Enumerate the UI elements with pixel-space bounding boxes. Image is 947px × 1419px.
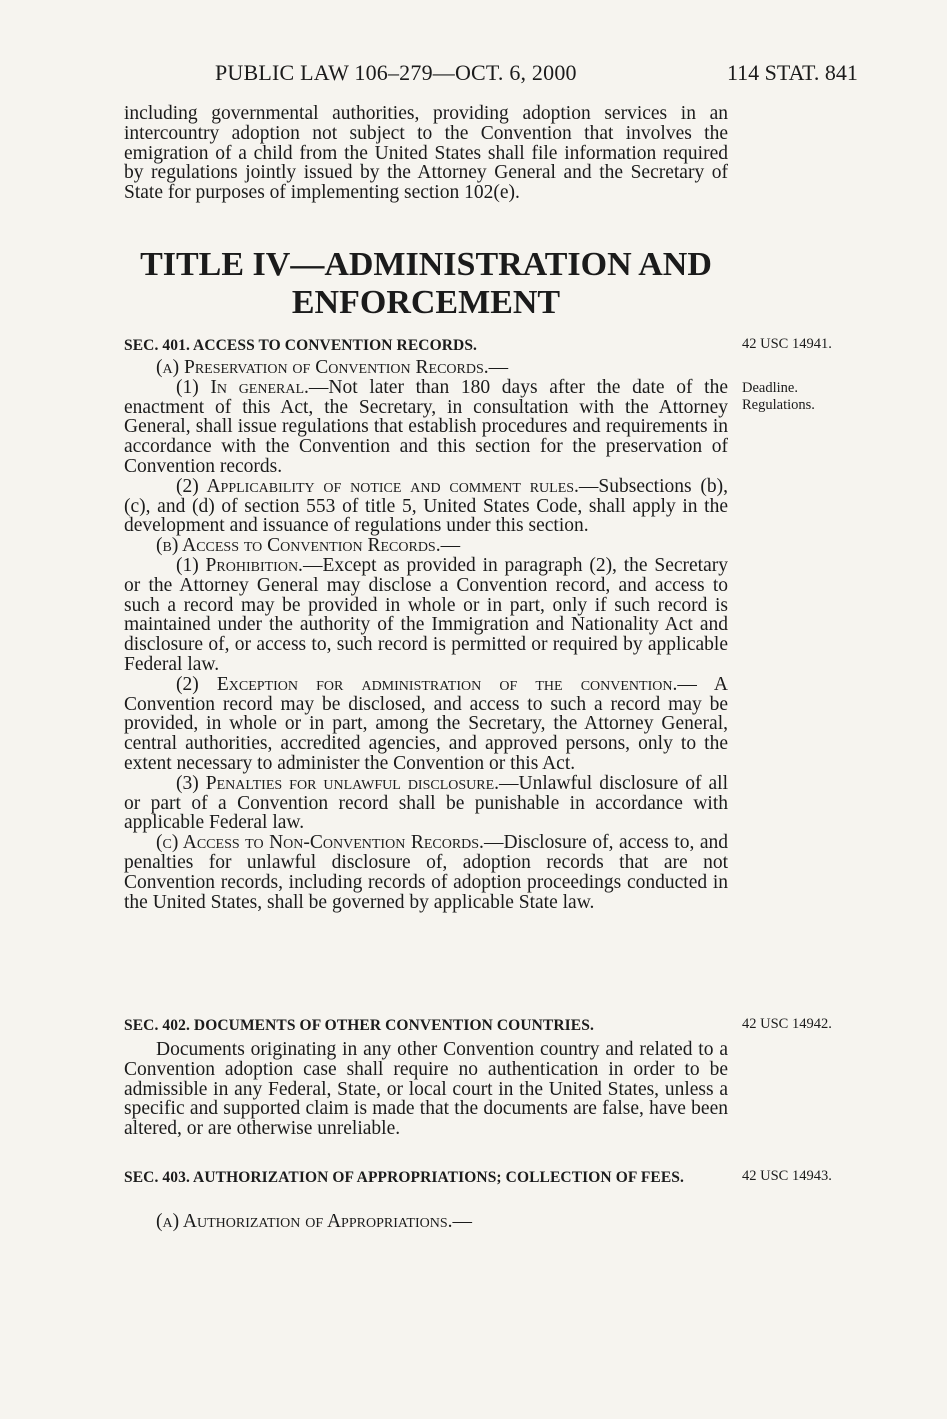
sec-401-b3: (3) Penalties for unlawful disclosure.—Unlawful disclosure of all or part of a Convention record shall be punishable in accordance with applicable Federal law. <box>124 772 728 834</box>
statute-page-reference: 114 STAT. 841 <box>727 60 858 85</box>
sec-403-body <box>124 1212 728 1232</box>
sec-401-a2: (2) Applicability of notice and comment rules.—Subsections (b), (c), and (d) of section 553 of title 5, United States Code, shall apply in the development and issuance of regulations under this section. <box>124 475 728 537</box>
title-line-1: TITLE IV—ADMINISTRATION AND <box>140 246 712 283</box>
sec-401-b-heading: (b) Access to Convention Records.— <box>156 535 461 557</box>
sec-401-c: (c) Access to Non-Convention Records.—Disclosure of, access to, and penalties for unlawful disclosure of, adoption records that are not Convention records, including records of adoption proceedings conducted in the United States, shall be governed by applicable State law. <box>124 832 728 913</box>
sec-402-usc-note: 42 USC 14942. <box>742 1016 832 1032</box>
running-head: PUBLIC LAW 106–279—OCT. 6, 2000 <box>215 60 577 85</box>
sec-401-a1: (1) In general.—Not later than 180 days after the date of the enactment of this Act, the Secretary, in consultation with the Attorney General, shall issue regulations that establish procedures and requirements in accordance with the Convention and this section for the preservation of Convention records. <box>124 376 728 477</box>
regulations-note: Regulations. <box>742 397 815 413</box>
sec-403-usc-note: 42 USC 14943. <box>742 1168 832 1184</box>
sec-402-heading: SEC. 402. DOCUMENTS OF OTHER CONVENTION COUNTRIES. <box>124 1017 594 1034</box>
intro-paragraph-block <box>124 104 728 203</box>
sec-403-heading: SEC. 403. AUTHORIZATION OF APPROPRIATIONS; COLLECTION OF FEES. <box>124 1169 684 1186</box>
sec-401-heading: SEC. 401. ACCESS TO CONVENTION RECORDS. <box>124 337 478 354</box>
sec-401-body <box>124 358 728 912</box>
sec-401-usc-note: 42 USC 14941. <box>742 336 832 352</box>
title-line-2: ENFORCEMENT <box>291 284 561 321</box>
title-heading <box>124 246 728 322</box>
sec-401-b2: (2) Exception for administration of the convention.— A Convention record may be disclosed, and access to such a record may be provided, in whole or in part, among the Secretary, the Attorney General, central authorities, accredited agencies, and approved persons, only to the extent necessary to administer the Convention or this Act. <box>124 673 728 774</box>
sec-401-a-heading: (a) Preservation of Convention Records.— <box>156 357 509 378</box>
sec-403-a-heading: (a) Authorization of Appropriations.— <box>156 1211 473 1232</box>
sec-401-b1: (1) Prohibition.—Except as provided in paragraph (2), the Secretary or the Attorney General may disclose a Convention record, and access to such a record may be provided in whole or in part, only if such record is maintained under the authority of the Immigration and Nationality Act and disclosure of, or access to, such record is permitted or required by applicable Federal law. <box>124 554 728 675</box>
deadline-note: Deadline. <box>742 380 798 396</box>
sec-402-text: Documents originating in any other Convention country and related to a Convention adoption case shall require no authentication in order to be admissible in any Federal, State, or local court in the United States, unless a specific and supported claim is made that the documents are false, have been altered, or are otherwise unreliable. <box>124 1039 728 1140</box>
intro-paragraph: including governmental authorities, providing adoption services in an intercountry adoption not subject to the Convention that involves the emigration of a child from the United States shall file information required by regulations jointly issued by the Attorney General and the Secretary of State for purposes of implementing section 102(e). <box>124 103 728 204</box>
sec-402-body <box>124 1040 728 1139</box>
